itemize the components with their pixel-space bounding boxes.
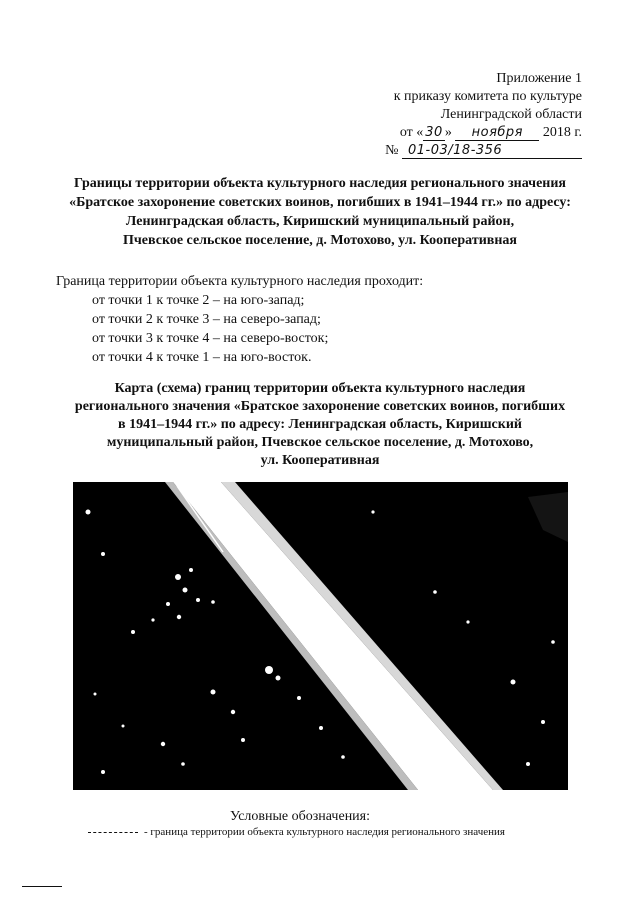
legend-title: Условные обозначения:: [229, 809, 371, 824]
date-month: ноября: [455, 125, 539, 141]
footnote-rule: [22, 886, 62, 887]
order-number: 01-03/18-356: [408, 143, 503, 158]
legend-item-label: - граница территории объекта культурного наследия регионального значения: [144, 826, 505, 838]
appendix-label: Приложение 1: [496, 71, 582, 86]
dashed-line-icon: [88, 832, 138, 833]
appendix-region: Ленинградской области: [440, 107, 582, 122]
boundary-point: от точки 1 к точке 2 – на юго-запад;: [92, 293, 305, 308]
appendix-date: от « 30 » ноября 2018 г.: [399, 125, 582, 140]
aerial-photo: [73, 482, 568, 790]
boundary-intro: Граница территории объекта культурного наследия проходит:: [56, 274, 424, 289]
boundary-point: от точки 2 к точке 3 – на северо-запад;: [92, 312, 321, 327]
legend-item: [88, 825, 505, 839]
date-day: 30: [425, 125, 443, 140]
appendix-block: [385, 70, 582, 160]
aerial-map-image: [73, 482, 568, 790]
boundary-point: от точки 4 к точке 1 – на юго-восток.: [92, 350, 312, 365]
boundary-description: [56, 272, 423, 367]
boundary-point: от точки 3 к точке 4 – на северо-восток;: [92, 331, 329, 346]
document-title: Границы территории объекта культурного наследия регионального значения «Братское захоронение советских воинов, погибших в 1941–1944 гг.» по адресу: Ленинградская область, Киришский муниципальный район, Пчевское сельское поселение, д. Мотохово, ул. Кооперативная: [69, 176, 571, 248]
date-year: 2018 г.: [539, 125, 582, 140]
appendix-number: № 01-03/18-356: [385, 142, 582, 160]
map-title: Карта (схема) границ территории объекта культурного наследия регионального значения «Братское захоронение советских воинов, погибших в 1941–1944 гг.» по адресу: Ленинградская область, Киришский муниципальный район, Пчевское сельское поселение, д. Мотохово, ул. Кооперативная: [74, 381, 566, 468]
appendix-order-ref: к приказу комитета по культуре: [393, 89, 582, 104]
